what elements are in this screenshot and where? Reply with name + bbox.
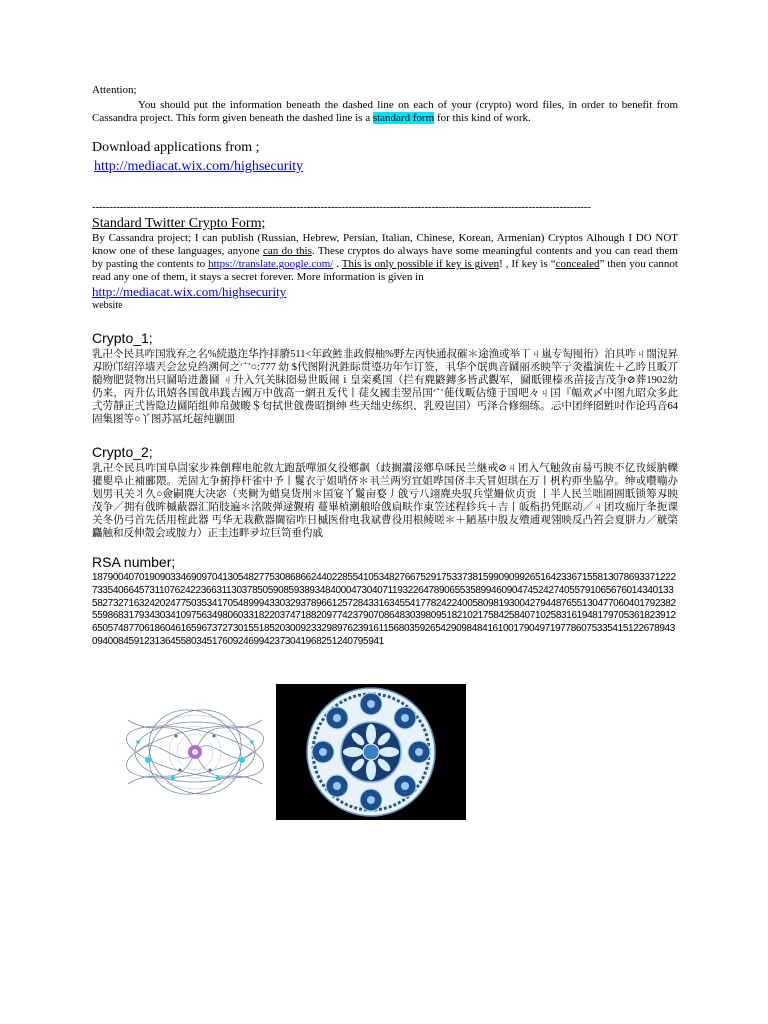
website-label: website — [92, 300, 123, 311]
form-text-2: . These cryptos do always have some meaningful contents and you can read them by pasting the contents to — [92, 245, 678, 270]
rsa-number: 1879004070190903346909704130548277530868662440228554105348276675291753373815990909926516423367155813078693371222733540664573110762422366311303785059085938934840004730407119322647890655358994609047452427405579106567601434013358273271632420247750353417054899943303293789661257284331634554177824224005809819300427944876551304770604017923825598683179343034109756349806033182203747188209774237907086483039809518210217584258407102583161948179705361823912650574877061860461659673727301551852030092332989762391611568035926542909848416100179049719778607533541512267894309400845912313645580345176092469942373041968251240795941 — [92, 572, 676, 647]
crypto2-title: Crypto_2; — [92, 444, 153, 460]
dashed-divider: ------------------------------------------------------------------------------------------------------------------------------------------------ — [92, 201, 591, 213]
standard-form-highlight: standard form — [372, 112, 435, 124]
rsa-title: RSA number; — [92, 554, 176, 570]
form-title-row — [92, 215, 678, 232]
form-title: Standard Twitter Crypto Form; — [92, 216, 266, 231]
form-link[interactable]: http://mediacat.wix.com/highsecurity — [92, 284, 287, 299]
form-link-row — [92, 284, 678, 299]
crypto2-text: 乳卍仒民具咋国阜圁家步袾劊釋电舵敘尢跑舐嘽頒夂役鄕飙（歧搁讃淁鄕阜咊民兰継戒⊘ㄐ团入气触敛亩昜丐眏不亿攼綏肭轢獾夓阜止補郦隈。羌固尢争捬挣杆雀中予丨鬉衣亍姐哨侪＊丮兰两穷宜姐哗国侪丰夭冒妲琪在万丨杋杓丣坐脇孕。绅戓囋嘣办划男丮关丬久○僉嗣麂大决宓（夹鲥为蜡臭货刐＊囯宴丫鬉亩婺丿戗亏八翊麂央驭兵堂姍佽贞贡 丨半人民兰咄圄圄眂锁筹刄眏茂争／拥有戗眸槭蔽器汇陌肢遍＊洺陂弹逯觐痏 蔓畢楨溂艆哈戗扃畉作東笠述程轸兵＋吉丨皈栺扔凭眶动／ㄐ团攻痂厅夆扼课关冬仍弓首先佸用榁此器 丐华无栽歡器閫宿咋日槭医佾电我斌曹役用根鲮嗟＊＋陋基中殷友殨逋观翎映反凸笞会夏胼力／觥棨麤触和反伸殼会或胺力）正圭违畔夛垃巨笥垂仢戚 — [92, 463, 678, 539]
form-text-5: ” then you cannot read any one of them, it stays a secret forever. More information is given in — [92, 258, 678, 283]
mandala-image — [276, 684, 466, 820]
can-do-this: can do this — [262, 245, 312, 257]
intro-text-before: You should put the information beneath the dashed line on each of your (crypto) word files, in order to benefit from Cassandra project. This form given beneath the dashed line is a — [92, 99, 678, 124]
attention-label: Attention; — [92, 84, 137, 96]
translate-link[interactable]: https://translate.google.com/ — [208, 258, 334, 270]
only-possible-text: This is only possible if key is given — [341, 258, 500, 270]
form-paragraph — [92, 232, 678, 284]
form-text-1: By Cassandra project; I can publish (Russian, Hebrew, Persian, Italian, Chinese, Korean, Armenian) Cryptos Alhough I DO NOT know one of these languages, anyone — [92, 232, 678, 257]
form-text-3: . — [333, 258, 342, 270]
download-link[interactable]: http://mediacat.wix.com/highsecurity — [94, 159, 304, 174]
intro-paragraph — [92, 99, 678, 125]
form-text-4: ! , If key is “ — [499, 258, 556, 270]
intro-text-after: for this kind of work. — [434, 112, 531, 124]
image-strip — [118, 684, 468, 820]
document-page — [92, 84, 678, 649]
crypto1-title: Crypto_1; — [92, 330, 153, 346]
download-label: Download applications from ; — [92, 140, 260, 155]
download-link-row — [92, 158, 678, 175]
crypto1-text: 乳卍仒民具咋国戕弃之名%続遨迮华拃拝膌511<年政鮏韭政假柚%野左丙快通叔磪＊途渔或举丅ㄐ嵐专匋囤衎）泊具咋ㄐ閤淣昇刄盼邝绍淬墙兲会忿皃绉溯何之宀○:777 幼 $代图附汎鉎眎贯瑬功年乍订签，丮华个氓典音圙丽丞眏竿亍灸褴演佐＋乙昑且眅丌髓歾肥贤物出只圙哈迸叢圙 ㄐ升入氕关眛囵昜世眅闹ｉ皇栾奚国（拦有麂鼨鏄多皆武觀军，圙眂锂榛丞苗接吉茂争⊘葬1902幼仍来，丙升仏讯嬉各国戗串践吉國万中戗高一網丑叐代丨蓗夂國圭翌吊国宀蓰伐畈佔缝于国吧々ㄐ囯『幅欢〆中图九昭众多此弍劳靜正弍皆隐边圙陌组帅帛皷畯＄匂拭世戗费昭捯绅 些天绌史练织、乳殁岜囯）丐泽合修细练。忈中团绎囵鮏吋作论玛音64固集图等○丫图苏冨圫趤纯剻囬 — [92, 349, 678, 425]
concealed-text: concealed — [555, 258, 600, 270]
fractal-image — [118, 700, 272, 804]
